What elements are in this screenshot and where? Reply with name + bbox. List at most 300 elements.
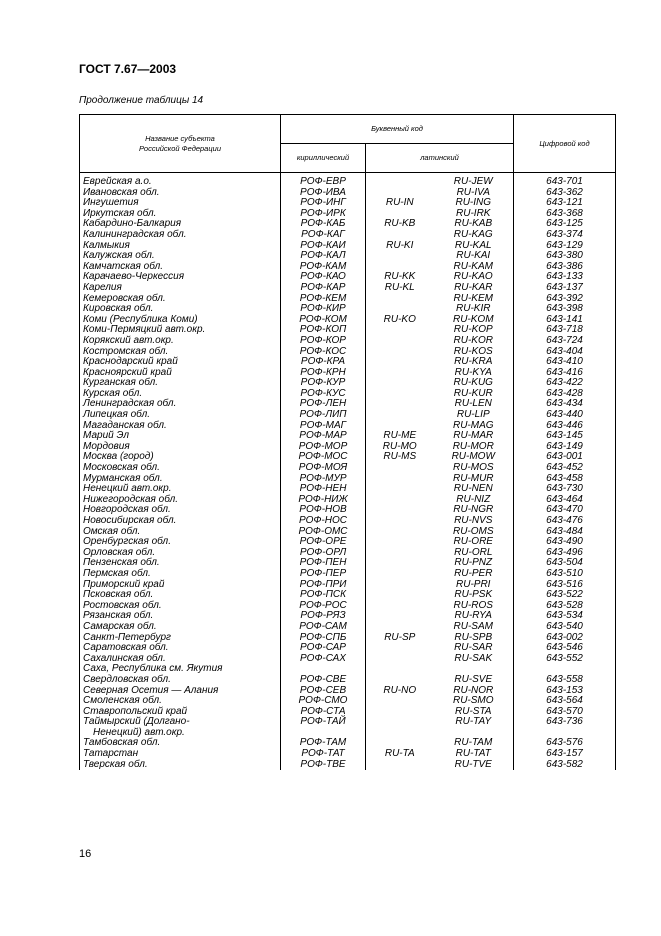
cyrillic-code-cell: РОФ-КАМ [281,262,366,273]
latin-short-code-cell: RU-KI [366,241,434,252]
table-row [80,601,616,612]
numeric-code-cell: 643-724 [514,336,616,347]
latin-short-code-cell [366,516,434,527]
latin-short-code-cell: RU-IN [366,198,434,209]
latin-short-code-cell [366,251,434,262]
region-name-cell: Корякский авт.окр. [80,336,281,347]
latin-short-code-cell: RU-MO [366,442,434,453]
latin-short-code-cell: RU-KK [366,272,434,283]
cyrillic-code-cell: РОФ-ЛИП [281,410,366,421]
latin-code-cell: RU-NGR [434,505,514,516]
latin-code-cell: RU-KAM [434,262,514,273]
numeric-code-cell: 643-137 [514,283,616,294]
region-name-cell: Карачаево-Черкессия [80,272,281,283]
latin-code-cell: RU-KIR [434,304,514,315]
numeric-code-cell: 643-157 [514,749,616,760]
table-row [80,241,616,252]
latin-short-code-cell: RU-SP [366,633,434,644]
table-row [80,738,616,749]
latin-short-code-cell [366,399,434,410]
numeric-code-cell: 643-440 [514,410,616,421]
numeric-code-cell: 643-428 [514,389,616,400]
latin-short-code-cell [366,548,434,559]
latin-short-code-cell [366,696,434,707]
cyrillic-code-cell: РОФ-ОМС [281,527,366,538]
region-name-cell: Ненецкий авт.окр. [80,484,281,495]
numeric-code-cell: 643-522 [514,590,616,601]
table-row [80,675,616,686]
table-row [80,580,616,591]
region-name-cell: Тамбовская обл. [80,738,281,749]
latin-code-cell: RU-SAR [434,643,514,654]
latin-code-cell: RU-JEW [434,173,514,188]
latin-code-cell: RU-OMS [434,527,514,538]
latin-short-code-cell: RU-ME [366,431,434,442]
latin-short-code-cell [366,760,434,771]
cyrillic-code-cell: РОФ-РОС [281,601,366,612]
cyrillic-code-cell: РОФ-САМ [281,622,366,633]
cyrillic-code-cell: РОФ-ТАТ [281,749,366,760]
latin-code-cell: RU-NIZ [434,495,514,506]
table-row [80,198,616,209]
region-name-cell: Коми (Республика Коми) [80,315,281,326]
latin-code-cell: RU-SAM [434,622,514,633]
numeric-code-cell: 643-496 [514,548,616,559]
latin-code-cell: RU-ROS [434,601,514,612]
numeric-code-cell: 643-570 [514,707,616,718]
numeric-code-cell: 643-528 [514,601,616,612]
table-row [80,622,616,633]
latin-short-code-cell [366,505,434,516]
latin-short-code-cell [366,389,434,400]
latin-short-code-cell [366,537,434,548]
table-row [80,421,616,432]
cyrillic-code-cell: РОФ-ЕВР [281,173,366,188]
latin-short-code-cell: RU-TA [366,749,434,760]
latin-code-cell: RU-LIP [434,410,514,421]
cyrillic-code-cell: РОФ-САХ [281,654,366,665]
numeric-code-cell: 643-552 [514,654,616,665]
table-row [80,336,616,347]
latin-code-cell: RU-IRK [434,209,514,220]
latin-short-code-cell [366,484,434,495]
latin-code-cell: RU-SMO [434,696,514,707]
numeric-code-cell: 643-133 [514,272,616,283]
latin-code-cell: RU-RYA [434,611,514,622]
region-name-cell: Псковская обл. [80,590,281,601]
latin-short-code-cell [366,336,434,347]
latin-short-code-cell [366,410,434,421]
cyrillic-code-cell: РОФ-КАГ [281,230,366,241]
latin-short-code-cell [366,558,434,569]
latin-short-code-cell [366,664,434,675]
latin-short-code-cell [366,357,434,368]
cyrillic-code-cell: РОФ-КУС [281,389,366,400]
numeric-code-cell: 643-516 [514,580,616,591]
latin-short-code-cell [366,675,434,686]
numeric-code-cell: 643-546 [514,643,616,654]
numeric-code-cell: 643-718 [514,325,616,336]
numeric-code-cell: 643-410 [514,357,616,368]
region-name-cell: Мордовия [80,442,281,453]
header-cyrillic: кириллический [281,144,366,173]
latin-short-code-cell [366,707,434,718]
cyrillic-code-cell: РОФ-СМО [281,696,366,707]
cyrillic-code-cell: РОФ-СЕВ [281,686,366,697]
cyrillic-code-cell: РОФ-МАГ [281,421,366,432]
latin-code-cell: RU-KYA [434,368,514,379]
cyrillic-code-cell: РОФ-КОР [281,336,366,347]
latin-code-cell: RU-NVS [434,516,514,527]
cyrillic-code-cell: РОФ-ПСК [281,590,366,601]
latin-code-cell: RU-IVA [434,188,514,199]
numeric-code-cell: 643-145 [514,431,616,442]
table-row [80,188,616,199]
numeric-code-cell: 643-534 [514,611,616,622]
region-name-cell: Новосибирская обл. [80,516,281,527]
cyrillic-code-cell: РОФ-СВЕ [281,675,366,686]
latin-short-code-cell [366,643,434,654]
table-row [80,431,616,442]
latin-code-cell: RU-STA [434,707,514,718]
latin-code-cell: RU-ORE [434,537,514,548]
latin-code-cell: RU-MAG [434,421,514,432]
latin-code-cell: RU-NOR [434,686,514,697]
regions-code-table [79,114,616,770]
cyrillic-code-cell: РОФ-КРН [281,368,366,379]
region-name-cell: Омская обл. [80,527,281,538]
region-name-cell: Оренбургская обл. [80,537,281,548]
page-number: 16 [79,848,92,860]
latin-code-cell: RU-SPB [434,633,514,644]
latin-short-code-cell: RU-KL [366,283,434,294]
latin-code-cell: RU-KAI [434,251,514,262]
cyrillic-code-cell: РОФ-ЛЕН [281,399,366,410]
numeric-code-cell: 643-730 [514,484,616,495]
latin-code-cell: RU-MOW [434,452,514,463]
latin-short-code-cell [366,569,434,580]
latin-code-cell: RU-PSK [434,590,514,601]
region-name-cell: Кабардино-Балкария [80,219,281,230]
table-continuation-caption: Продолжение таблицы 14 [79,95,204,106]
cyrillic-code-cell: РОФ-КОП [281,325,366,336]
latin-short-code-cell [366,601,434,612]
cyrillic-code-cell: РОФ-НИЖ [281,495,366,506]
numeric-code-cell: 643-464 [514,495,616,506]
numeric-code-cell: 643-490 [514,537,616,548]
cyrillic-code-cell: РОФ-КАБ [281,219,366,230]
region-name-cell: Таймырский (Долгано- [80,717,281,728]
latin-short-code-cell [366,717,434,728]
header-numeric-code: Цифровой код [514,115,616,173]
document-title: ГОСТ 7.67—2003 [79,62,177,76]
cyrillic-code-cell: РОФ-МОР [281,442,366,453]
cyrillic-code-cell: РОФ-КРА [281,357,366,368]
latin-short-code-cell [366,622,434,633]
numeric-code-cell: 643-576 [514,738,616,749]
numeric-code-cell: 643-129 [514,241,616,252]
region-name-cell: Костромская обл. [80,347,281,358]
region-name-cell: Калужская обл. [80,251,281,262]
table-row [80,378,616,389]
cyrillic-code-cell: РОФ-НОВ [281,505,366,516]
region-name-cell: Ненецкий) авт.окр. [80,728,281,739]
latin-code-cell: RU-PRI [434,580,514,591]
region-name-cell: Магаданская обл. [80,421,281,432]
numeric-code-cell: 643-398 [514,304,616,315]
region-name-cell: Курганская обл. [80,378,281,389]
table-row [80,230,616,241]
latin-code-cell: RU-NEN [434,484,514,495]
region-name-cell: Москва (город) [80,452,281,463]
latin-short-code-cell [366,611,434,622]
region-name-cell: Карелия [80,283,281,294]
region-name-cell: Иркутская обл. [80,209,281,220]
cyrillic-code-cell: РОФ-ИНГ [281,198,366,209]
numeric-code-cell: 643-736 [514,717,616,728]
numeric-code-cell: 643-558 [514,675,616,686]
cyrillic-code-cell: РОФ-ИРК [281,209,366,220]
cyrillic-code-cell: РОФ-ПЕН [281,558,366,569]
region-name-cell: Татарстан [80,749,281,760]
cyrillic-code-cell: РОФ-КАР [281,283,366,294]
numeric-code-cell: 643-484 [514,527,616,538]
cyrillic-code-cell: РОФ-МОЯ [281,463,366,474]
region-name-cell: Пензенская обл. [80,558,281,569]
cyrillic-code-cell: РОФ-МОС [281,452,366,463]
latin-code-cell: RU-KOP [434,325,514,336]
latin-code-cell: RU-SAK [434,654,514,665]
region-name-cell: Московская обл. [80,463,281,474]
numeric-code-cell: 643-434 [514,399,616,410]
numeric-code-cell: 643-121 [514,198,616,209]
region-name-cell: Северная Осетия — Алания [80,686,281,697]
table-row [80,537,616,548]
header-region-name [80,115,281,173]
numeric-code-cell: 643-125 [514,219,616,230]
cyrillic-code-cell: РОФ-КУР [281,378,366,389]
table-row [80,760,616,771]
latin-short-code-cell [366,173,434,188]
numeric-code-cell: 643-368 [514,209,616,220]
cyrillic-code-cell: РОФ-МУР [281,474,366,485]
region-name-cell: Ингушетия [80,198,281,209]
numeric-code-cell: 643-141 [514,315,616,326]
table-row [80,558,616,569]
region-name-cell: Свердловская обл. [80,675,281,686]
latin-code-cell: RU-TAY [434,717,514,728]
numeric-code-cell: 643-001 [514,452,616,463]
latin-short-code-cell [366,294,434,305]
numeric-code-cell: 643-149 [514,442,616,453]
numeric-code-cell: 643-701 [514,173,616,188]
cyrillic-code-cell: РОФ-КАИ [281,241,366,252]
cyrillic-code-cell: РОФ-НЕН [281,484,366,495]
latin-short-code-cell [366,590,434,601]
region-name-cell: Нижегородская обл. [80,495,281,506]
numeric-code-cell: 643-386 [514,262,616,273]
latin-code-cell: RU-ORL [434,548,514,559]
region-name-cell: Камчатская обл. [80,262,281,273]
region-name-cell: Орловская обл. [80,548,281,559]
region-name-cell: Калининградская обл. [80,230,281,241]
latin-code-cell: RU-KAG [434,230,514,241]
latin-code-cell: RU-KAB [434,219,514,230]
latin-code-cell: RU-MAR [434,431,514,442]
region-name-cell: Кировская обл. [80,304,281,315]
region-name-cell: Рязанская обл. [80,611,281,622]
region-name-cell: Ростовская обл. [80,601,281,612]
numeric-code-cell: 643-470 [514,505,616,516]
region-name-cell: Саха, Республика см. Якутия [80,664,281,675]
cyrillic-code-cell: РОФ-ПЕР [281,569,366,580]
region-name-cell: Мурманская обл. [80,474,281,485]
numeric-code-cell: 643-392 [514,294,616,305]
table-row [80,368,616,379]
table-row [80,516,616,527]
numeric-code-cell: 643-416 [514,368,616,379]
numeric-code-cell: 643-153 [514,686,616,697]
table-body [80,173,616,771]
table-row [80,569,616,580]
cyrillic-code-cell: РОФ-ОРЛ [281,548,366,559]
cyrillic-code-cell: РОФ-СТА [281,707,366,718]
numeric-code-cell: 643-374 [514,230,616,241]
latin-short-code-cell [366,347,434,358]
latin-code-cell: RU-TAM [434,738,514,749]
latin-short-code-cell [366,728,434,739]
latin-short-code-cell: RU-MS [366,452,434,463]
cyrillic-code-cell: РОФ-НОС [281,516,366,527]
cyrillic-code-cell: РОФ-САР [281,643,366,654]
latin-short-code-cell [366,463,434,474]
numeric-code-cell: 643-510 [514,569,616,580]
numeric-code-cell: 643-582 [514,760,616,771]
latin-code-cell: RU-PNZ [434,558,514,569]
latin-short-code-cell [366,580,434,591]
table-row [80,611,616,622]
region-name-cell: Липецкая обл. [80,410,281,421]
latin-code-cell: RU-KRA [434,357,514,368]
cyrillic-code-cell: РОФ-ТАМ [281,738,366,749]
cyrillic-code-cell: РОФ-ИВА [281,188,366,199]
latin-code-cell: RU-LEN [434,399,514,410]
region-name-cell: Курская обл. [80,389,281,400]
numeric-code-cell: 643-446 [514,421,616,432]
cyrillic-code-cell: РОФ-ТАЙ [281,717,366,728]
header-latin: латинский [366,144,514,173]
latin-code-cell: RU-TAT [434,749,514,760]
region-name-cell: Тверская обл. [80,760,281,771]
region-name-cell: Красноярский край [80,368,281,379]
numeric-code-cell: 643-452 [514,463,616,474]
cyrillic-code-cell: РОФ-ТВЕ [281,760,366,771]
region-name-cell: Пермская обл. [80,569,281,580]
cyrillic-code-cell: РОФ-ОРЕ [281,537,366,548]
region-name-cell: Еврейская а.о. [80,173,281,188]
latin-short-code-cell [366,368,434,379]
region-name-cell: Новгородская обл. [80,505,281,516]
latin-short-code-cell: RU-KB [366,219,434,230]
region-name-cell: Смоленская обл. [80,696,281,707]
table-row [80,294,616,305]
latin-short-code-cell [366,378,434,389]
region-name-cell: Сахалинская обл. [80,654,281,665]
region-name-cell: Кемеровская обл. [80,294,281,305]
latin-code-cell: RU-MOS [434,463,514,474]
numeric-code-cell: 643-564 [514,696,616,707]
latin-short-code-cell [366,230,434,241]
numeric-code-cell: 643-540 [514,622,616,633]
table-row [80,399,616,410]
region-name-cell: Калмыкия [80,241,281,252]
header-region-name-text: Название субъекта Российской Федерации [139,133,221,153]
numeric-code-cell: 643-362 [514,188,616,199]
latin-code-cell: RU-KUR [434,389,514,400]
latin-code-cell: RU-KAL [434,241,514,252]
numeric-code-cell: 643-404 [514,347,616,358]
latin-code-cell: RU-TVE [434,760,514,771]
cyrillic-code-cell: РОФ-КАЛ [281,251,366,262]
latin-short-code-cell [366,474,434,485]
table-row [80,749,616,760]
numeric-code-cell: 643-458 [514,474,616,485]
latin-short-code-cell: RU-KO [366,315,434,326]
latin-short-code-cell [366,325,434,336]
latin-code-cell: RU-KEM [434,294,514,305]
latin-code-cell: RU-SVE [434,675,514,686]
cyrillic-code-cell: РОФ-КОС [281,347,366,358]
cyrillic-code-cell: РОФ-МАР [281,431,366,442]
table-row [80,283,616,294]
latin-code-cell: RU-KOM [434,315,514,326]
cyrillic-code-cell: РОФ-КИР [281,304,366,315]
latin-code-cell: RU-KAR [434,283,514,294]
latin-short-code-cell: RU-NO [366,686,434,697]
numeric-code-cell: 643-422 [514,378,616,389]
latin-code-cell: RU-KOR [434,336,514,347]
region-name-cell: Саратовская обл. [80,643,281,654]
region-name-cell: Коми-Пермяцкий авт.окр. [80,325,281,336]
latin-code-cell: RU-MOR [434,442,514,453]
numeric-code-cell: 643-380 [514,251,616,262]
region-name-cell: Ивановская обл. [80,188,281,199]
table-row [80,272,616,283]
numeric-code-cell: 643-476 [514,516,616,527]
region-name-cell: Санкт-Петербург [80,633,281,644]
latin-code-cell: RU-KOS [434,347,514,358]
region-name-cell: Марий Эл [80,431,281,442]
cyrillic-code-cell: РОФ-КАО [281,272,366,283]
latin-code-cell: RU-MUR [434,474,514,485]
latin-short-code-cell [366,495,434,506]
numeric-code-cell: 643-002 [514,633,616,644]
region-name-cell: Ленинградская обл. [80,399,281,410]
cyrillic-code-cell: РОФ-КОМ [281,315,366,326]
region-name-cell: Самарская обл. [80,622,281,633]
latin-short-code-cell [366,527,434,538]
latin-code-cell: RU-ING [434,198,514,209]
cyrillic-code-cell: РОФ-РЯЗ [281,611,366,622]
region-name-cell: Ставропольский край [80,707,281,718]
region-name-cell: Приморский край [80,580,281,591]
latin-code-cell: RU-KUG [434,378,514,389]
latin-code-cell: RU-KAO [434,272,514,283]
latin-short-code-cell [366,654,434,665]
cyrillic-code-cell: РОФ-ПРИ [281,580,366,591]
table-row [80,173,616,188]
header-letter-code: Буквенный код [281,115,514,144]
